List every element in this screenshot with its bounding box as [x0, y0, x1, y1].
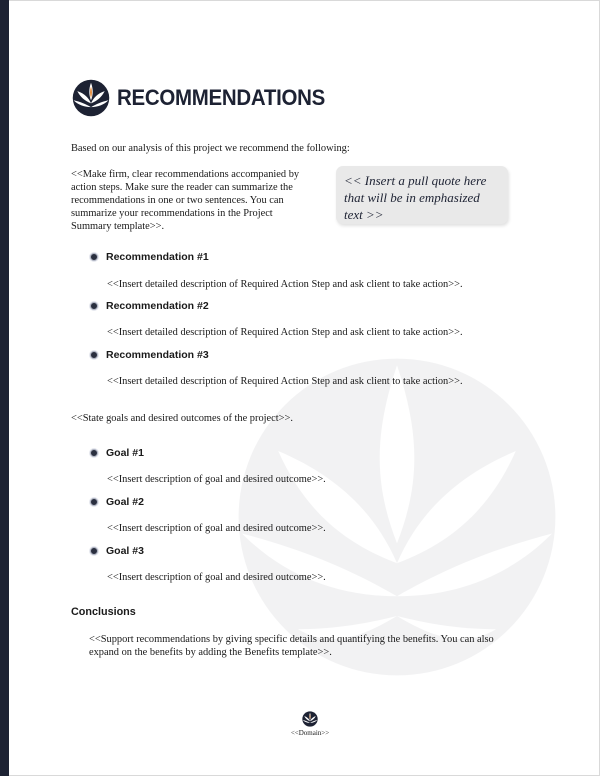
pull-quote-line: that will be in emphasized [344, 190, 480, 205]
lotus-logo-icon [302, 711, 318, 727]
page-left-bar [0, 0, 9, 776]
recommendation-label: Recommendation #2 [106, 300, 209, 312]
goal-item [90, 545, 144, 557]
conclusions-heading: Conclusions [71, 606, 136, 618]
conclusions-line: expand on the benefits by adding the Benefits template>>. [89, 647, 332, 658]
recommendation-label: Recommendation #1 [106, 251, 209, 263]
round-bullet-icon [90, 498, 98, 506]
recommendation-label: Recommendation #3 [106, 349, 209, 361]
goals-intro: <<State goals and desired outcomes of the project>>. [71, 413, 293, 424]
recommendation-item [90, 300, 209, 312]
goal-description: <<Insert description of goal and desired outcome>>. [107, 572, 326, 583]
pull-quote-box [336, 166, 508, 224]
goal-item [90, 496, 144, 508]
pull-quote-line: << Insert a pull quote here [344, 173, 487, 188]
round-bullet-icon [90, 253, 98, 261]
instruction-line: recommendations in one or two sentences. You can [71, 195, 284, 206]
round-bullet-icon [90, 449, 98, 457]
footer-domain: <<Domain>> [290, 729, 330, 737]
recommendation-item [90, 349, 209, 361]
recommendation-description: <<Insert detailed description of Required Action Step and ask client to take action>>. [107, 327, 463, 338]
recommendation-description: <<Insert detailed description of Required Action Step and ask client to take action>>. [107, 279, 463, 290]
instruction-line: Summary template>>. [71, 221, 165, 232]
round-bullet-icon [90, 351, 98, 359]
goal-item [90, 447, 144, 459]
goal-label: Goal #1 [106, 447, 144, 459]
pull-quote-line: text >> [344, 207, 384, 222]
recommendation-item [90, 251, 209, 263]
goal-description: <<Insert description of goal and desired outcome>>. [107, 474, 326, 485]
recommendation-description: <<Insert detailed description of Required Action Step and ask client to take action>>. [107, 376, 463, 387]
goal-label: Goal #2 [106, 496, 144, 508]
conclusions-line: <<Support recommendations by giving specific details and quantifying the benefits. You can also [89, 634, 494, 645]
round-bullet-icon [90, 547, 98, 555]
intro-text: Based on our analysis of this project we recommend the following: [71, 143, 350, 154]
instruction-paragraph [71, 168, 319, 233]
lotus-logo-icon [72, 79, 110, 117]
page-title: RECOMMENDATIONS [117, 85, 326, 110]
page-header [72, 78, 341, 118]
goal-description: <<Insert description of goal and desired outcome>>. [107, 523, 326, 534]
goal-label: Goal #3 [106, 545, 144, 557]
conclusions-paragraph [89, 633, 529, 659]
round-bullet-icon [90, 302, 98, 310]
instruction-line: action steps. Make sure the reader can summarize the [71, 182, 293, 193]
instruction-line: summarize your recommendations in the Project [71, 208, 273, 219]
instruction-line: <<Make firm, clear recommendations accompanied by [71, 169, 300, 180]
